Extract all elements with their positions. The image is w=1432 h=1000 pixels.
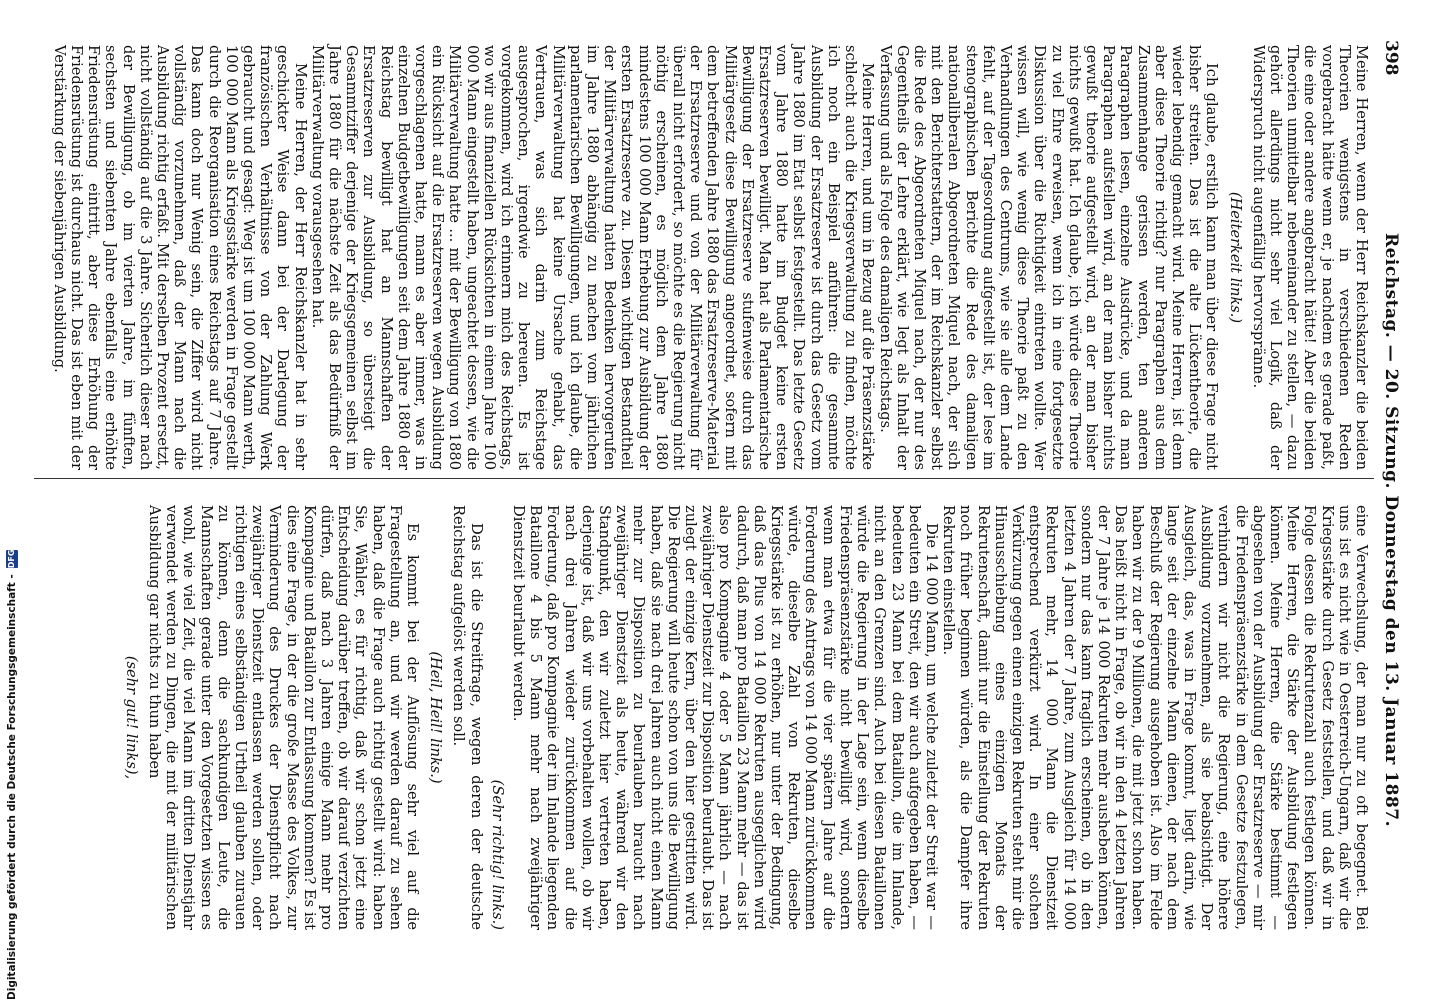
digitization-credit [2,549,22,1000]
digitization-credit-strip [0,549,20,1000]
rotated-newspaper-page [14,0,1414,1000]
page-number: 398 [1381,40,1401,76]
paragraph: Es kommt bei der Auflösung sehr viel auf die Fragestellung an, und wir werden darauf zu sehen haben, daß die Frage auch richtig gestellt wird: haben Sie, Wähler, es für richtig, daß wir schon jetzt eine Entscheidung darüber treffen, ob wir darauf verzichten dürfen, daß nach 3 Jahren einige Mann mehr pro Kompagnie und Bataillon zur Entlassung kommen? Es ist dies eine Frage, in der die große Masse des Volkes, zur Verminderung des Druckes der Dienstpflicht nach zweijähriger Dienstzeit entlassen werden sollen, oder richtigen eines selbständigen Urtheil glauben zurauen zu können, denn die sachkundigen Leute, die Mannschaften gerade unter den Vorgesetzten wissen es wohl, wie viel Zeit, die viel Mann im dritten Dienstjahr verwendet werden zu Dingen, die mit der militärischen Ausbildung gar nichts zu thun haben [145,505,422,930]
paragraph: Das ist die Streitfrage, wegen deren der deutsche Reichstag aufgelöst werden soll. [450,505,485,930]
dfg-logo-icon: DFG [7,549,16,569]
interjection: (Heil, Heil! links.) [427,651,445,784]
right-column [117,505,1370,930]
paragraph: Meine Herren, wenn der Herr Reichskanzler die beiden Theorien wenigstens in verschiedenen Reden vorgebracht hätte wenn er, je nachdem es gerade paßt, die eine oder andere angebracht hätte! Aber die beiden Theorien unmittelbar nebeneinander zu stellen, — dazu gehört allerdings nicht sehr viel Logik, daß der Widerspruch nicht augenfällig hervorspränne. [1249,45,1370,470]
left-column [51,45,1370,470]
page-title: Reichstag. — 20. Sitzung. Donnerstag den 13. Januar 1887. [1381,232,1401,828]
interjection: (Sehr richtig! links.) [488,779,506,930]
running-head [1376,40,1406,960]
paragraph: Ich glaube, erstlich kann man über diese Frage nicht bisher streiten. Das ist die alte Lückentheorie, die wieder lebendig gemacht wird. Meine Herren, ist denn aber diese Theorie richtig? nur Paragraphen aus dem Zusammenhange gerissen werden, ten anderen Paragraphen lesen, einzelne Ausdrücke, und da man Paragraphen aufstellen wird, an der man bisher nichts gewußt theorie aufgestellt wird, an der man bisher nichts gewußt hat. Ich glaube, ich würde diese Theorie zu viel Ehre erweisen, wenn ich in eine fortgesetzte Diskussion über die Richtigkeit eintreten wollte. Wer wissen will, wie wenig diese Theorie paßt zu den Verhandlungen des Centrums, wie sie alle dem Lande fehlt, auf der Tagesordnung aufgestellt ist, der lese im stenographischen Berichte die Rede des damaligen nationalliberalen Abgeordneten Miquel nach, der sich mit den Berichterstattern, der im Reichskanzler selbst die Rede des Abgeordneten Miquel nach, der nur des Gegentheils der Lehre erklärt, wie legt als Inhalt der Verfassung und als Folge des damaligen Reichstags. [876,45,1221,470]
paragraph: eine Verwechslung, der man nur zu oft begegnet. Bei uns ist es nicht wie in Oesterreich-Ungarn, daß wir die Kriegsstärke durch Gesetz feststellen, und daß wir in Folge dessen die Rekrutenzahl auch festlegen können. Meine Herren, die Stärke der Ausbildung festlegen können. Meine Herren, die Stärke bestimmt — abgesehen von der Ausbildung der Ersatzreserve — mir die Friedenspräsenzstärke in dem Gesetze festzulegen, verhindern wir nicht die Regierung, eine höhere Ausbildung vorzunehmen, als sie beabsichtigt. Der Ausgleich, das, was in Frage kommt, liegt darin, wie lange seit der einzelne Mann dienen, der nach dem Beschluß der Regierung ausgehoben ist. Also im Felde haben wir zu der 9 Millionen, die mit jetzt schon haben. Das heißt nicht in Frage, ob wir in den 4 letzten Jahren der 7 Jahre je 14 000 Rekruten mehr ausheben können, sondern nur das kann fraglich erscheinen, ob in den letzten 4 Jahren der 7 Jahre, zum Ausgleich für 14 000 Rekruten mehr, 14 000 Mann die Dienstzeit entsprechend verkürzt wird. In einer solchen Verkürzung gegen einen einzigen Rekruten steht mir die Hinausschiebung eines einzigen Monats der Rekrutenschaft, damit nur die Einstellung der Rekruten noch früher beginnen würden, als die Dampfer ihre Rekruten einstellen. [940,505,1370,930]
interjection: (Heiterkeit links.) [1226,191,1244,324]
paragraph: Meine Herren, und um in Bezug auf die Präsenzstärke schlecht auch die Kriegsverwaltung zu finden, möchte ich noch ein Beispiel anführen: die gesammte Ausbildung der Ersatzreserve ist durch das Gesetz vom Jahre 1880 im Etat selbst festgestellt. Das letzte Gesetz vom Jahre 1880 hatte im Budget keine ersten Ersatzreserven bewilligt. Man hat als Parlamentarische Bewilligung der Ersatzreserve stufenweise durch das Militärgesetz diese Bewilligung angeordnet, sofern mit dem betreffenden Jahre 1880 das Ersatzreserve-Material der Ersatzreserve und von der Militärverwaltung für überall nicht erfordert, so möchte es die Regierung nicht nöthig erscheinen, es möglich dem Jahre 1880 mindestens 100 000 Mann Erhebung zur Ausbildung der ersten Ersatzreserve zu. Diesen wichtigen Bestandtheil der Militärverwaltung hatten Bedenken hervorgerufen im Jahre 1880 abhängig zu machen vom jährlichen parlamentarischen Bewilligungen, und ich glaube, die Militärverwaltung hat keine Ursache gehabt, das Vertrauen, was sich darin zum Reichstage ausgesprochen, irgendwie zu bereuen. Es ist vorgekommen, wird ich erinnern mich des Reichstags, wo wir aus finanziellen Rücksichten in einem Jahre 100 000 Mann eingestellt haben, ungeachtet dessen, wie die Militärverwaltung hatte ... mit der Bewilligung von 1880 ein Rücksicht auf die Ersatzreserven wegen Ausbildung vorgeschlagenen hatte, mann es aber immer, was in einzelnen Budgetbewilligungen seit dem Jahre 1880 der Reichstag bewilligt hat an Mannschaften der Ersatzreserven zur Ausbildung, so übersteigt die Gesammtziffer derjenige der Kriegsgemeinen selbst im Jahre 1880 für die nächste Zeit als das Bedürfniß der Militärverwaltung vorausgesehen hat. [308,45,877,470]
paragraph: Die 14 000 Mann, um welche zuletzt der Streit war — bedeuten ein Streit, den wir auch aufgegeben haben, — bedeuten 23 Mann bei dem Bataillon, die im Inlande, nicht an den Grenzen sind. Auch bei diesen Bataillonen würde die Regierung in der Lage sein, wenn dieselbe Friedenspräsenzstärke nicht bewilligt wird, sondern wenn man etwa für die vier spätern Jahre auf die Forderung des Antrags von 14 000 Mann zurückkommen würde, dieselbe Zahl von Rekruten, dieselbe Kriegsstärke ist zu erhöhen, nur unter der Bedingung, daß das Plus von 14 000 Rekruten ausgeglichen wird dadurch, daß man pro Bataillon 23 Mann mehr — das ist also pro Kompagnie 4 oder 5 Mann jährlich — nach zweijähriger Dienstzeit zur Disposition beurlaubt. Das ist zulegt der einzige Kern, über den hier gestritten wird. Die Regierung will heute schon von uns die Bewilligung haben, daß sie nach drei Jahren auch nicht einen Mann mehr zur Disposition zu beurlauben braucht nach zweijähriger Dienstzeit als heute, während wir den Standpunkt, den wir zuletzt hier vertreten haben, derjenige ist, daß wir uns vorbehalten wollen, ob wir nach drei Jahren wieder zurückkommen auf die Forderung, daß pro Kompagnie der im Inlande liegenden Bataillone 4 bis 5 Mann mehr nach zweijähriger Dienstzeit beurlaubt werden. [510,505,940,930]
column-divider [34,478,1374,479]
paragraph: Meine Herren, der Herr Reichskanzler hat in sehr geschickter Weise dann bei der Darlegung der französischen Verhältnisse von der Zahlung Werk gebraucht und gesagt: Weg ist um 100 000 Mann werth, 100 000 Mann als Kriegsstärke werden in Frage gestellt durch die Reorganisation eines Reichstags auf 7 Jahre. Das kann doch nur Wenig sein, die Ziffer wird nicht vollständig vorzunehmen, daß der Mann nach die Ausbildung richtig erfaßt. Mit derselben Prozent ersetzt, nicht vollständig auf die 3 Jahre. Sicherlich dieser nach der Bewilligung, ob im vierten Jahre, im fünften, sechsten und siebenten Jahre ebenfalls eine erhöhte Friedensrüstung eintritt, aber diese Erhöhung der Friedensrüstung ist durchaus nicht. Das ist eben mit der Verstärkung der siebenjährigen Ausbildung. [50,45,309,470]
interjection: (sehr gut! links), [122,655,140,780]
credit-text: Digitalisierung gefördert durch die Deutsche Forschungsgemeinschaft - [6,574,18,1000]
